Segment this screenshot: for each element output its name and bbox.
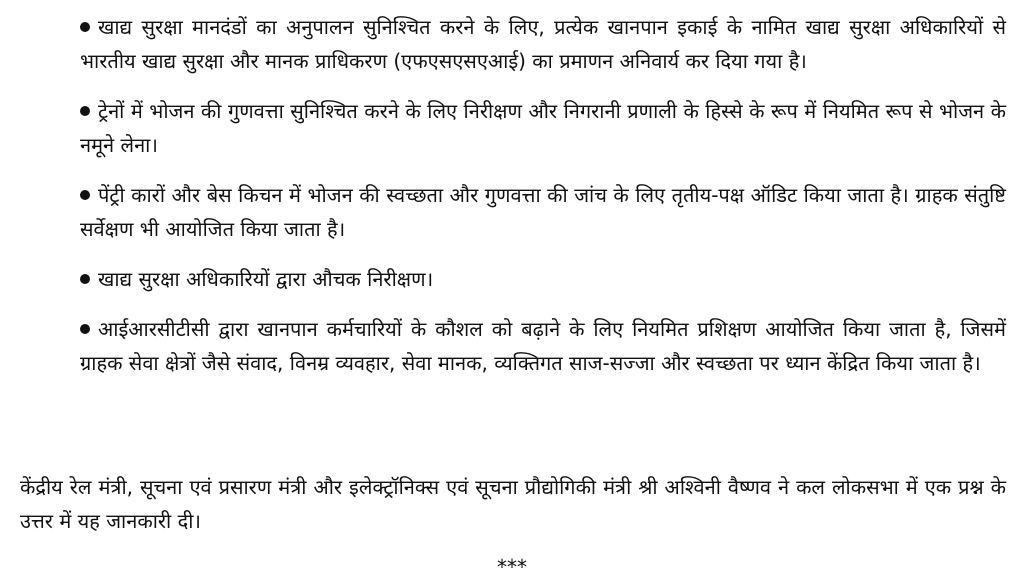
bullet-item-surprise-inspection <box>80 262 1006 296</box>
bullet-text: आईआरसीटीसी द्वारा खानपान कर्मचारियों के कौशल को बढ़ाने के लिए नियमित प्रशिक्षण आयोजित किया जाता है, जिसमें ग्राहक सेवा क्षेत्रों जैसे संवाद, विनम्र व्यवहार, सेवा मानक, व्यक्तिगत साज-सज्जा और स्वच्छता पर ध्यान केंद्रित किया जाता है। <box>80 317 1006 375</box>
bullet-text: ट्रेनों में भोजन की गुणवत्ता सुनिश्चित करने के लिए निरीक्षण और निगरानी प्रणाली के हिस्से के रूप में नियमित रूप से भोजन के नमूने लेना। <box>80 99 1006 157</box>
bullet-text: खाद्य सुरक्षा अधिकारियों द्वारा औचक निरीक्षण। <box>98 267 434 291</box>
bullet-list <box>80 10 1006 396</box>
bullet-text: पेंट्री कारों और बेस किचन में भोजन की स्वच्छता और गुणवत्ता की जांच के लिए तृतीय-पक्ष ऑडिट किया जाता है। ग्राहक संतुष्टि सर्वेक्षण भी आयोजित किया जाता है। <box>80 183 1006 241</box>
bullet-item-third-party-audit <box>80 178 1006 246</box>
bullet-dot-icon <box>80 22 90 32</box>
closing-paragraph: केंद्रीय रेल मंत्री, सूचना एवं प्रसारण मंत्री और इलेक्ट्रॉनिक्स एवं सूचना प्रौद्योगिकी मंत्री श्री अश्विनी वैष्णव ने कल लोकसभा में एक प्रश्न के उत्तर में यह जानकारी दी। <box>20 475 1006 533</box>
bullet-dot-icon <box>80 190 90 200</box>
bullet-dot-icon <box>80 274 90 284</box>
bullet-dot-icon <box>80 106 90 116</box>
bullet-text: खाद्य सुरक्षा मानदंडों का अनुपालन सुनिश्चित करने के लिए, प्रत्येक खानपान इकाई के नामित खाद्य सुरक्षा अधिकारियों से भारतीय खाद्य सुरक्षा और मानक प्राधिकरण (एफएसएसएआई) का प्रमाणन अनिवार्य कर दिया गया है। <box>80 15 1006 73</box>
end-marker: *** <box>497 555 527 579</box>
bullet-dot-icon <box>80 324 90 334</box>
bullet-item-food-sampling <box>80 94 1006 162</box>
bullet-item-fssai <box>80 10 1006 78</box>
bullet-item-staff-training <box>80 312 1006 380</box>
